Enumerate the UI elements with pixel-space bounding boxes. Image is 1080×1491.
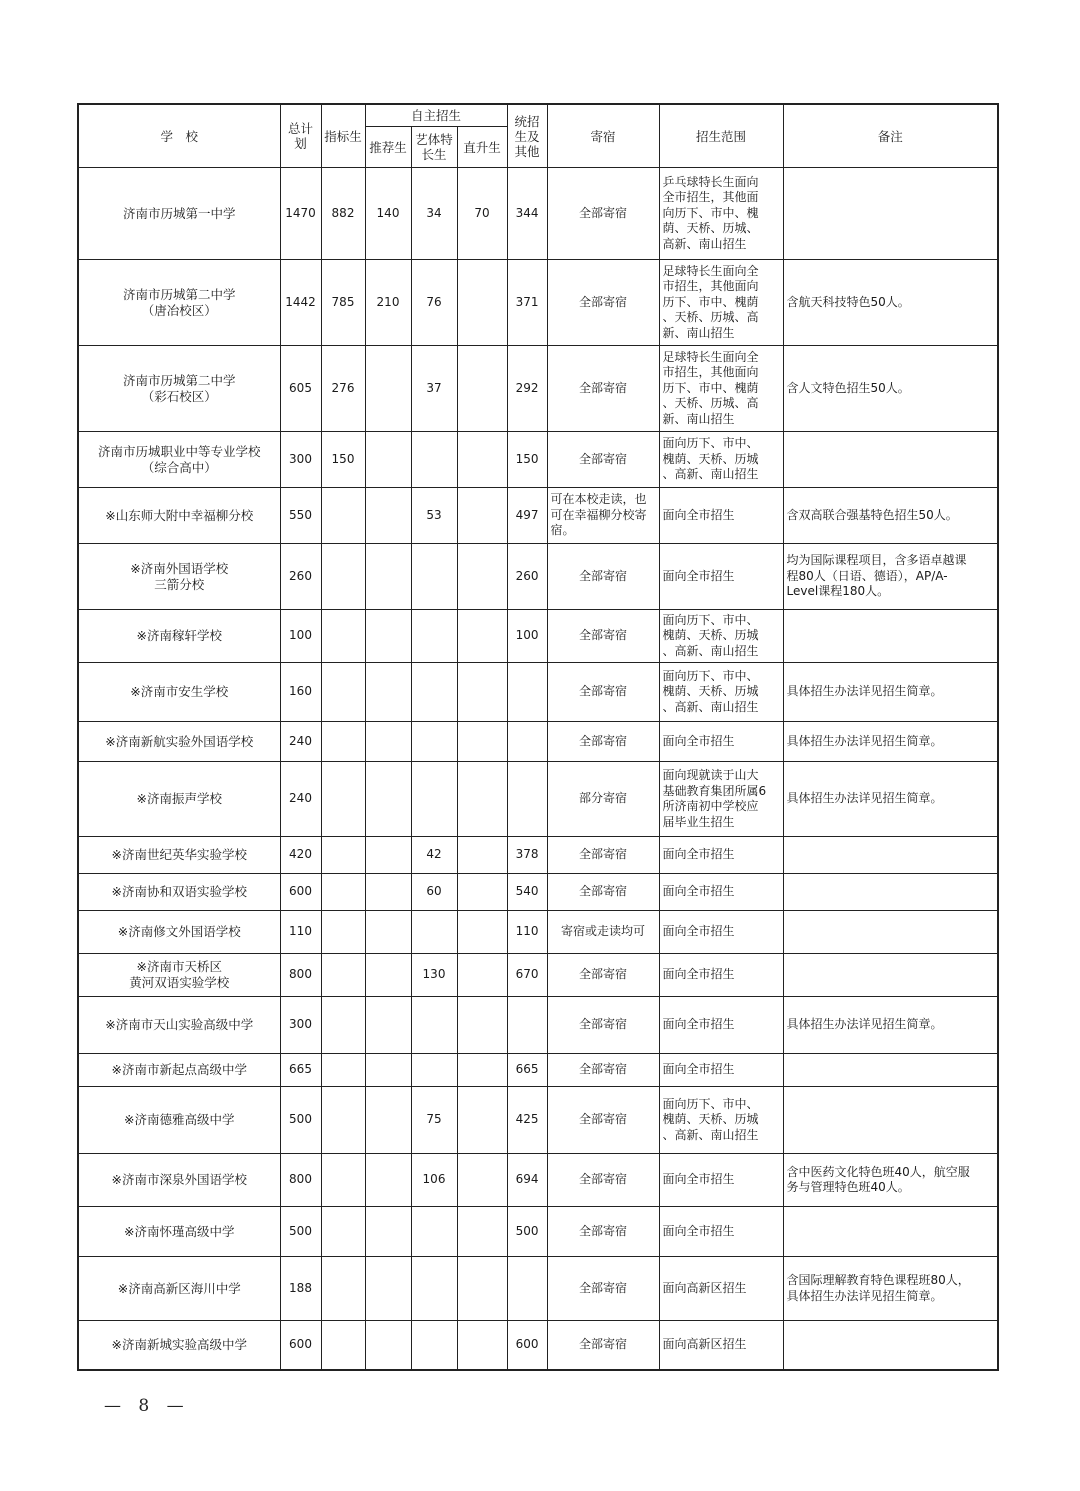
table-row: [78, 837, 998, 874]
cell-art-sports: 130: [411, 954, 457, 997]
cell-total-plan: 420: [280, 837, 321, 874]
cell-unified: [507, 762, 547, 837]
cell-scope: 面向高新区招生: [659, 1257, 783, 1321]
cell-total-plan: 300: [280, 432, 321, 488]
cell-art-sports: 60: [411, 874, 457, 911]
cell-quota: [321, 610, 365, 663]
cell-remarks: 具体招生办法详见招生简章。: [783, 762, 998, 837]
cell-unified: 665: [507, 1054, 547, 1087]
cell-art-sports: [411, 1257, 457, 1321]
cell-scope: 面向历下、市中、 槐荫、天桥、历城 、高新、南山招生: [659, 432, 783, 488]
cell-remarks: 含中医药文化特色班40人，航空服 务与管理特色班40人。: [783, 1154, 998, 1207]
cell-boarding: 寄宿或走读均可: [547, 911, 659, 954]
cell-art-sports: [411, 997, 457, 1054]
cell-school: ※济南市天桥区 黄河双语实验学校: [78, 954, 280, 997]
cell-scope: 面向全市招生: [659, 722, 783, 762]
cell-recommended: [365, 997, 411, 1054]
cell-art-sports: [411, 663, 457, 722]
cell-school: ※济南市安生学校: [78, 663, 280, 722]
cell-total-plan: 110: [280, 911, 321, 954]
cell-unified: 378: [507, 837, 547, 874]
table-row: [78, 544, 998, 610]
cell-school: ※济南市新起点高级中学: [78, 1054, 280, 1087]
cell-recommended: 140: [365, 168, 411, 260]
cell-school: ※济南稼轩学校: [78, 610, 280, 663]
table-row: [78, 1087, 998, 1154]
header-direct: 直升生: [457, 127, 507, 168]
cell-direct: [457, 432, 507, 488]
cell-school: 济南市历城第二中学 （唐冶校区）: [78, 260, 280, 346]
cell-boarding: 全部寄宿: [547, 722, 659, 762]
cell-quota: [321, 1054, 365, 1087]
table-row: [78, 954, 998, 997]
cell-remarks: [783, 911, 998, 954]
cell-unified: [507, 997, 547, 1054]
cell-school: ※济南协和双语实验学校: [78, 874, 280, 911]
cell-scope: 面向全市招生: [659, 1054, 783, 1087]
cell-art-sports: 53: [411, 488, 457, 544]
cell-total-plan: 600: [280, 1321, 321, 1370]
cell-direct: [457, 762, 507, 837]
cell-remarks: 具体招生办法详见招生简章。: [783, 997, 998, 1054]
cell-boarding: 全部寄宿: [547, 346, 659, 432]
cell-art-sports: [411, 911, 457, 954]
cell-recommended: [365, 544, 411, 610]
cell-unified: [507, 1257, 547, 1321]
cell-unified: 100: [507, 610, 547, 663]
cell-school: ※济南市天山实验高级中学: [78, 997, 280, 1054]
cell-school: ※济南市深泉外国语学校: [78, 1154, 280, 1207]
cell-total-plan: 240: [280, 762, 321, 837]
cell-total-plan: 800: [280, 954, 321, 997]
cell-remarks: [783, 1207, 998, 1257]
page-number: — 8 —: [104, 1396, 190, 1416]
cell-scope: 面向全市招生: [659, 1207, 783, 1257]
cell-quota: [321, 954, 365, 997]
cell-art-sports: [411, 1207, 457, 1257]
cell-school: ※济南世纪英华实验学校: [78, 837, 280, 874]
cell-total-plan: 1442: [280, 260, 321, 346]
cell-school: ※济南怀瑾高级中学: [78, 1207, 280, 1257]
table-row: [78, 488, 998, 544]
cell-boarding: 可在本校走读，也 可在幸福柳分校寄 宿。: [547, 488, 659, 544]
cell-total-plan: 160: [280, 663, 321, 722]
cell-unified: 425: [507, 1087, 547, 1154]
cell-direct: [457, 610, 507, 663]
cell-art-sports: [411, 1321, 457, 1370]
header-school: 学 校: [78, 104, 280, 168]
cell-boarding: 部分寄宿: [547, 762, 659, 837]
cell-boarding: 全部寄宿: [547, 168, 659, 260]
cell-art-sports: 42: [411, 837, 457, 874]
cell-quota: [321, 997, 365, 1054]
cell-direct: [457, 1257, 507, 1321]
cell-recommended: [365, 837, 411, 874]
cell-art-sports: [411, 762, 457, 837]
cell-direct: [457, 1207, 507, 1257]
table-row: [78, 1154, 998, 1207]
cell-direct: [457, 954, 507, 997]
cell-remarks: [783, 837, 998, 874]
table-row: [78, 1321, 998, 1370]
cell-school: ※济南德雅高级中学: [78, 1087, 280, 1154]
table-row: [78, 1257, 998, 1321]
cell-direct: [457, 663, 507, 722]
cell-boarding: 全部寄宿: [547, 837, 659, 874]
table-row: [78, 1207, 998, 1257]
cell-scope: 面向全市招生: [659, 874, 783, 911]
cell-scope: 面向历下、市中、 槐荫、天桥、历城 、高新、南山招生: [659, 1087, 783, 1154]
cell-remarks: 具体招生办法详见招生简章。: [783, 663, 998, 722]
cell-boarding: 全部寄宿: [547, 874, 659, 911]
cell-art-sports: 34: [411, 168, 457, 260]
cell-quota: [321, 762, 365, 837]
cell-recommended: [365, 432, 411, 488]
cell-recommended: [365, 663, 411, 722]
cell-recommended: [365, 762, 411, 837]
cell-remarks: [783, 1054, 998, 1087]
cell-recommended: [365, 911, 411, 954]
cell-school: ※济南新城实验高级中学: [78, 1321, 280, 1370]
cell-unified: 150: [507, 432, 547, 488]
cell-boarding: 全部寄宿: [547, 1321, 659, 1370]
table-row: [78, 346, 998, 432]
cell-recommended: [365, 346, 411, 432]
cell-quota: [321, 1257, 365, 1321]
cell-art-sports: [411, 544, 457, 610]
cell-boarding: 全部寄宿: [547, 1154, 659, 1207]
cell-art-sports: [411, 722, 457, 762]
cell-school: 济南市历城第一中学: [78, 168, 280, 260]
cell-unified: 292: [507, 346, 547, 432]
cell-total-plan: 500: [280, 1087, 321, 1154]
cell-recommended: [365, 1321, 411, 1370]
cell-total-plan: 188: [280, 1257, 321, 1321]
cell-scope: 面向全市招生: [659, 837, 783, 874]
cell-scope: 面向全市招生: [659, 954, 783, 997]
table-row: [78, 762, 998, 837]
header-quota: 指标生: [321, 104, 365, 168]
header-unified: 统招 生及 其他: [507, 104, 547, 168]
enrollment-plan-table: [77, 103, 999, 1371]
cell-quota: [321, 488, 365, 544]
cell-direct: [457, 1321, 507, 1370]
cell-boarding: 全部寄宿: [547, 260, 659, 346]
cell-direct: [457, 488, 507, 544]
cell-school: ※济南高新区海川中学: [78, 1257, 280, 1321]
cell-remarks: [783, 874, 998, 911]
cell-remarks: [783, 1087, 998, 1154]
cell-direct: [457, 837, 507, 874]
cell-unified: 670: [507, 954, 547, 997]
cell-boarding: 全部寄宿: [547, 610, 659, 663]
cell-unified: [507, 663, 547, 722]
cell-scope: 面向历下、市中、 槐荫、天桥、历城 、高新、南山招生: [659, 663, 783, 722]
cell-direct: [457, 544, 507, 610]
cell-boarding: 全部寄宿: [547, 663, 659, 722]
table-row: [78, 260, 998, 346]
header-remarks: 备注: [783, 104, 998, 168]
cell-remarks: 含人文特色招生50人。: [783, 346, 998, 432]
cell-recommended: [365, 722, 411, 762]
cell-remarks: [783, 610, 998, 663]
cell-total-plan: 550: [280, 488, 321, 544]
cell-scope: 足球特长生面向全 市招生，其他面向 历下、市中、槐荫 、天桥、历城、高 新、南山招生: [659, 260, 783, 346]
cell-school: 济南市历城职业中等专业学校 （综合高中）: [78, 432, 280, 488]
table-row: [78, 874, 998, 911]
cell-boarding: 全部寄宿: [547, 1054, 659, 1087]
cell-total-plan: 300: [280, 997, 321, 1054]
cell-quota: 150: [321, 432, 365, 488]
cell-recommended: [365, 954, 411, 997]
cell-quota: [321, 1321, 365, 1370]
cell-unified: 540: [507, 874, 547, 911]
cell-unified: 344: [507, 168, 547, 260]
cell-unified: 600: [507, 1321, 547, 1370]
table-row: [78, 432, 998, 488]
cell-art-sports: [411, 1054, 457, 1087]
header-art-sports: 艺体特 长生: [411, 127, 457, 168]
cell-quota: 785: [321, 260, 365, 346]
cell-remarks: 具体招生办法详见招生简章。: [783, 722, 998, 762]
cell-quota: [321, 1207, 365, 1257]
cell-recommended: [365, 610, 411, 663]
cell-quota: [321, 837, 365, 874]
cell-boarding: 全部寄宿: [547, 1257, 659, 1321]
cell-direct: [457, 1154, 507, 1207]
cell-total-plan: 605: [280, 346, 321, 432]
cell-scope: 面向全市招生: [659, 1154, 783, 1207]
table-row: [78, 911, 998, 954]
cell-school: 济南市历城第二中学 （彩石校区）: [78, 346, 280, 432]
cell-quota: [321, 874, 365, 911]
cell-art-sports: 76: [411, 260, 457, 346]
table-header: [78, 104, 998, 168]
cell-remarks: 含航天科技特色50人。: [783, 260, 998, 346]
cell-scope: 面向全市招生: [659, 911, 783, 954]
cell-boarding: 全部寄宿: [547, 544, 659, 610]
cell-unified: 110: [507, 911, 547, 954]
cell-scope: 面向历下、市中、 槐荫、天桥、历城 、高新、南山招生: [659, 610, 783, 663]
table-row: [78, 610, 998, 663]
cell-total-plan: 240: [280, 722, 321, 762]
cell-quota: [321, 1154, 365, 1207]
cell-remarks: [783, 1321, 998, 1370]
cell-scope: 乒乓球特长生面向 全市招生，其他面 向历下、市中、槐 荫、天桥、历城、 高新、南山招生: [659, 168, 783, 260]
cell-quota: [321, 663, 365, 722]
cell-direct: [457, 997, 507, 1054]
cell-boarding: 全部寄宿: [547, 954, 659, 997]
cell-total-plan: 260: [280, 544, 321, 610]
cell-school: ※济南新航实验外国语学校: [78, 722, 280, 762]
cell-direct: [457, 1087, 507, 1154]
table-row: [78, 997, 998, 1054]
cell-scope: 面向高新区招生: [659, 1321, 783, 1370]
header-recommended: 推荐生: [365, 127, 411, 168]
cell-direct: 70: [457, 168, 507, 260]
cell-scope: 足球特长生面向全 市招生，其他面向 历下、市中、槐荫 、天桥、历城、高 新、南山招生: [659, 346, 783, 432]
cell-recommended: [365, 1257, 411, 1321]
cell-unified: 371: [507, 260, 547, 346]
cell-boarding: 全部寄宿: [547, 1207, 659, 1257]
cell-quota: [321, 911, 365, 954]
table-row: [78, 663, 998, 722]
cell-quota: [321, 722, 365, 762]
cell-school: ※济南修文外国语学校: [78, 911, 280, 954]
cell-unified: 694: [507, 1154, 547, 1207]
table-row: [78, 722, 998, 762]
cell-scope: 面向全市招生: [659, 997, 783, 1054]
cell-boarding: 全部寄宿: [547, 1087, 659, 1154]
cell-school: ※山东师大附中幸福柳分校: [78, 488, 280, 544]
cell-unified: 260: [507, 544, 547, 610]
cell-total-plan: 1470: [280, 168, 321, 260]
cell-art-sports: 106: [411, 1154, 457, 1207]
cell-direct: [457, 260, 507, 346]
cell-quota: [321, 1087, 365, 1154]
table-body: [78, 168, 998, 1370]
cell-recommended: [365, 488, 411, 544]
cell-recommended: 210: [365, 260, 411, 346]
cell-unified: 500: [507, 1207, 547, 1257]
cell-recommended: [365, 1154, 411, 1207]
cell-school: ※济南外国语学校 三箭分校: [78, 544, 280, 610]
cell-direct: [457, 346, 507, 432]
cell-scope: 面向现就读于山大 基础教育集团所属6 所济南初中学校应 届毕业生招生: [659, 762, 783, 837]
cell-art-sports: [411, 432, 457, 488]
cell-scope: 面向全市招生: [659, 488, 783, 544]
cell-recommended: [365, 1207, 411, 1257]
cell-recommended: [365, 1087, 411, 1154]
cell-remarks: 均为国际课程项目，含多语卓越课 程80人（日语、德语），AP/A- Level课程180人。: [783, 544, 998, 610]
cell-remarks: 含国际理解教育特色课程班80人， 具体招生办法详见招生简章。: [783, 1257, 998, 1321]
table-row: [78, 168, 998, 260]
cell-school: ※济南振声学校: [78, 762, 280, 837]
cell-remarks: [783, 432, 998, 488]
cell-direct: [457, 722, 507, 762]
cell-total-plan: 100: [280, 610, 321, 663]
cell-boarding: 全部寄宿: [547, 997, 659, 1054]
cell-boarding: 全部寄宿: [547, 432, 659, 488]
header-boarding: 寄宿: [547, 104, 659, 168]
cell-total-plan: 800: [280, 1154, 321, 1207]
cell-quota: 882: [321, 168, 365, 260]
cell-total-plan: 665: [280, 1054, 321, 1087]
header-scope: 招生范围: [659, 104, 783, 168]
cell-direct: [457, 1054, 507, 1087]
cell-unified: 497: [507, 488, 547, 544]
header-autonomous-group: 自主招生: [365, 104, 507, 127]
cell-art-sports: [411, 610, 457, 663]
header-total-plan: 总计 划: [280, 104, 321, 168]
cell-remarks: [783, 954, 998, 997]
cell-quota: 276: [321, 346, 365, 432]
table-row: [78, 1054, 998, 1087]
cell-scope: 面向全市招生: [659, 544, 783, 610]
cell-direct: [457, 911, 507, 954]
cell-unified: [507, 722, 547, 762]
cell-total-plan: 600: [280, 874, 321, 911]
cell-recommended: [365, 1054, 411, 1087]
cell-recommended: [365, 874, 411, 911]
cell-quota: [321, 544, 365, 610]
cell-direct: [457, 874, 507, 911]
cell-total-plan: 500: [280, 1207, 321, 1257]
cell-remarks: 含双高联合强基特色招生50人。: [783, 488, 998, 544]
cell-art-sports: 75: [411, 1087, 457, 1154]
cell-remarks: [783, 168, 998, 260]
cell-art-sports: 37: [411, 346, 457, 432]
